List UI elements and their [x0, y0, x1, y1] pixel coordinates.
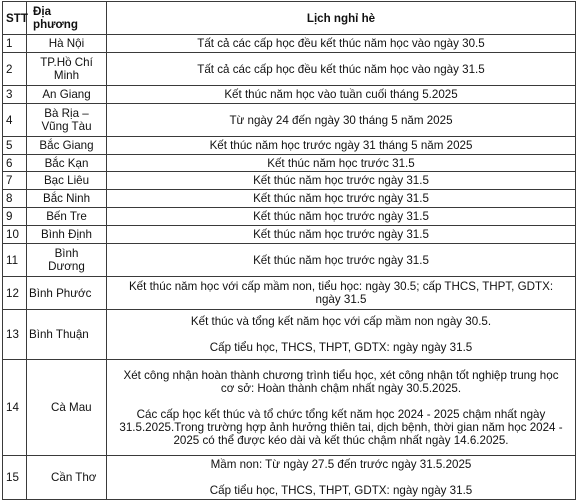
table-row [3, 190, 576, 208]
cell-schedule [107, 86, 576, 104]
schedule-line: Từ ngày 24 đến ngày 30 tháng 5 năm 2025 [229, 113, 453, 127]
schedule-line: Mầm non: Từ ngày 27.5 đến trước ngày 31.5.2025 [210, 458, 472, 471]
province-line: Bình Thuận [29, 328, 89, 341]
table-row [3, 244, 576, 277]
schedule-line: Kết thúc năm học với cấp mầm non, tiểu học: ngày 30.5; cấp THCS, THPT, GDTX: [128, 280, 554, 293]
cell-stt: 6 [3, 155, 27, 172]
cell-schedule [107, 360, 576, 456]
schedule-line: Kết thúc và tổng kết năm học với cấp mầm non ngày 30.5. [190, 315, 492, 328]
summer-break-table [2, 1, 576, 500]
cell-province [27, 53, 107, 86]
cell-stt: 7 [3, 172, 27, 190]
cell-province [27, 456, 107, 500]
table-row [3, 456, 576, 500]
cell-province [27, 104, 107, 137]
schedule-line: Kết thúc năm học trước ngày 31.5 [253, 228, 429, 241]
cell-province [27, 310, 107, 360]
cell-stt: 10 [3, 226, 27, 244]
cell-province [27, 137, 107, 155]
province-line: Cà Mau [51, 401, 92, 414]
schedule-line: Tất cả các cấp học đều kết thúc năm học vào ngày 31.5 [197, 62, 485, 76]
schedule-gap [109, 395, 573, 408]
cell-schedule [107, 208, 576, 226]
cell-schedule [107, 226, 576, 244]
cell-province [27, 86, 107, 104]
cell-stt: 2 [3, 53, 27, 86]
province-line: Minh [53, 69, 80, 82]
cell-schedule [107, 53, 576, 86]
cell-stt: 11 [3, 244, 27, 277]
cell-schedule [107, 172, 576, 190]
cell-stt: 8 [3, 190, 27, 208]
schedule-line: 31.5.2025.Trong trường hợp ảnh hưởng thiên tai, dịch bệnh, thời gian năm học 2024 - [119, 420, 563, 434]
schedule-line: Cấp tiểu học, THCS, THPT, GDTX: ngày ngày 31.5 [209, 341, 473, 354]
schedule-line: Các cấp học kết thúc và tổ chức tổng kết năm học 2024 - 2025 chậm nhất ngày [136, 407, 546, 421]
schedule-line: Kết thúc năm học trước 31.5 [267, 156, 415, 170]
schedule-line: Kết thúc năm học vào tuần cuối tháng 5.2025 [224, 88, 458, 101]
schedule-line: Kết thúc năm học trước ngày 31.5 [253, 192, 429, 205]
province-line: Dương [48, 260, 85, 273]
schedule-gap [109, 471, 573, 484]
cell-province [27, 155, 107, 172]
province-line: Bình [54, 247, 79, 260]
province-line: An Giang [42, 88, 91, 101]
cell-stt: 9 [3, 208, 27, 226]
cell-stt: 14 [3, 360, 27, 456]
schedule-line: Xét công nhận hoàn thành chương trình tiểu học, xét công nhận tốt nghiệp trung học [123, 368, 559, 382]
table-row [3, 172, 576, 190]
province-line: TP.Hồ Chí [40, 56, 93, 69]
table-row [3, 86, 576, 104]
table-row [3, 310, 576, 360]
table-body [3, 35, 576, 500]
cell-province [27, 277, 107, 310]
table-row [3, 53, 576, 86]
schedule-line: cơ sở: Hoàn thành chậm nhất ngày 30.5.2025. [220, 381, 462, 395]
schedule-line: Tất cả các cấp học đều kết thúc năm học vào ngày 30.5 [197, 37, 485, 50]
cell-province [27, 190, 107, 208]
cell-stt: 3 [3, 86, 27, 104]
cell-stt: 12 [3, 277, 27, 310]
province-line: Vũng Tàu [41, 120, 92, 133]
province-line: Bạc Liêu [43, 174, 90, 187]
cell-schedule [107, 35, 576, 53]
province-line: Bình Phước [29, 286, 92, 300]
cell-schedule [107, 310, 576, 360]
cell-schedule [107, 137, 576, 155]
cell-stt: 4 [3, 104, 27, 137]
table-row [3, 155, 576, 172]
table-row [3, 360, 576, 456]
table-row [3, 277, 576, 310]
cell-province [27, 172, 107, 190]
schedule-line: Cấp tiểu học, THCS, THPT, GDTX: ngày ngày 31.5 [209, 484, 473, 497]
header-province-line1: Địa [33, 5, 52, 18]
schedule-line: 2025 có thể được kéo dài và kết thúc chậm nhất ngày 14.6.2025. [173, 433, 509, 447]
province-line: Bắc Ninh [42, 192, 91, 205]
header-stt: STT [3, 2, 27, 35]
cell-schedule [107, 104, 576, 137]
cell-schedule [107, 456, 576, 500]
cell-stt: 1 [3, 35, 27, 53]
table-row [3, 208, 576, 226]
cell-stt: 15 [3, 456, 27, 500]
province-line: Hà Nội [48, 37, 85, 50]
province-line: Bà Rịa – [44, 107, 89, 120]
cell-stt: 13 [3, 310, 27, 360]
header-schedule: Lịch nghỉ hè [107, 2, 576, 35]
header-row [3, 2, 576, 35]
table-row [3, 104, 576, 137]
cell-province [27, 208, 107, 226]
schedule-line: Kết thúc năm học trước ngày 31 tháng 5 năm 2025 [209, 139, 473, 152]
province-line: Bắc Giang [39, 139, 94, 152]
cell-schedule [107, 155, 576, 172]
header-province-line2: phương [33, 18, 78, 31]
cell-province [27, 244, 107, 277]
schedule-line: ngày 31.5 [315, 293, 367, 306]
schedule-line: Kết thúc năm học trước ngày 31.5 [253, 253, 429, 267]
cell-schedule [107, 190, 576, 208]
cell-stt: 5 [3, 137, 27, 155]
province-line: Bến Tre [46, 210, 87, 223]
cell-schedule [107, 244, 576, 277]
schedule-line: Kết thúc năm học trước ngày 31.5 [253, 210, 429, 223]
cell-province [27, 35, 107, 53]
table-row [3, 35, 576, 53]
schedule-gap [109, 328, 573, 341]
cell-province [27, 360, 107, 456]
table-row [3, 226, 576, 244]
cell-province [27, 226, 107, 244]
province-line: Cần Thơ [51, 471, 97, 484]
province-line: Bình Định [41, 228, 92, 241]
schedule-line: Kết thúc năm học trước ngày 31.5 [253, 174, 429, 187]
cell-schedule [107, 277, 576, 310]
province-line: Bắc Kạn [44, 156, 89, 170]
header-province [27, 2, 107, 35]
table-row [3, 137, 576, 155]
